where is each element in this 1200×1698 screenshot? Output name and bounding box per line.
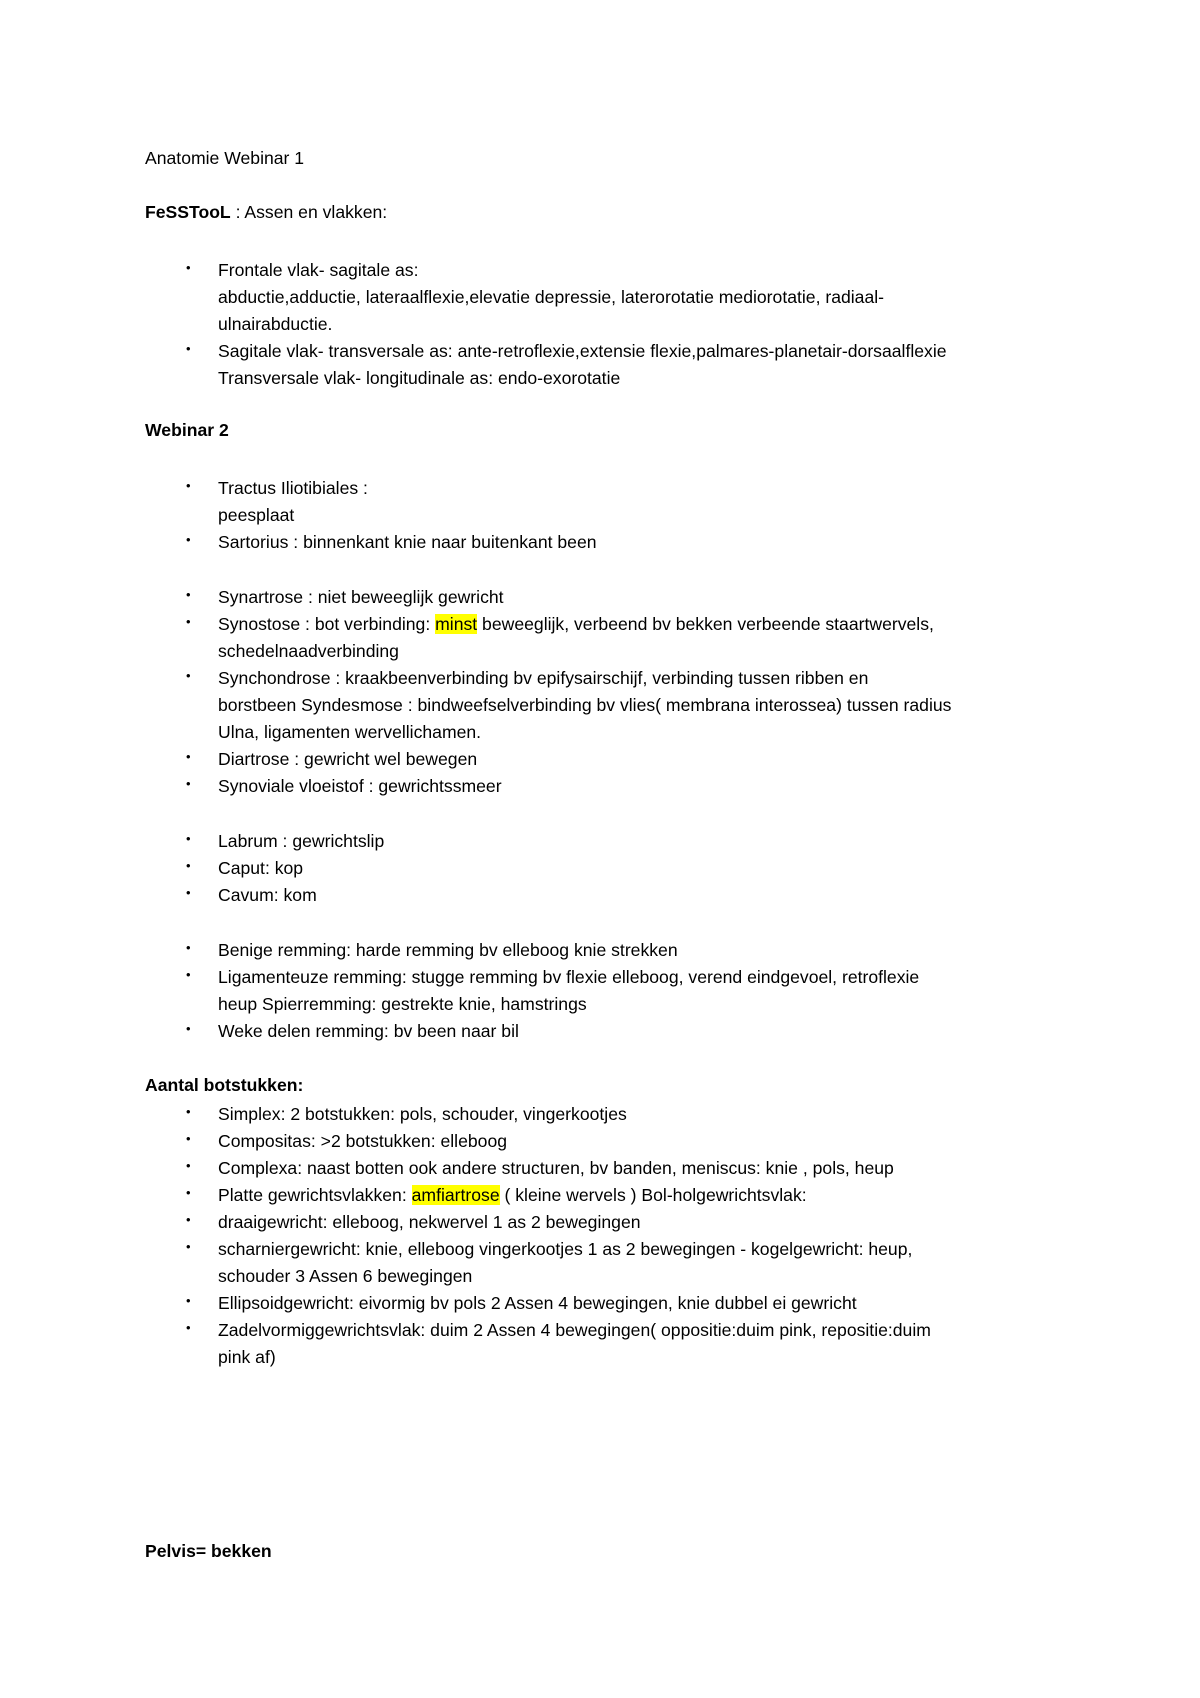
list-item-text: schouder 3 Assen 6 bewegingen — [218, 1266, 473, 1286]
bullet-icon: • — [186, 749, 191, 764]
list-item-text: peesplaat — [218, 505, 295, 525]
list-item-text: Zadelvormiggewrichtsvlak: duim 2 Assen 4 bewegingen( oppositie:duim pink, repositie:duim — [218, 1320, 931, 1340]
list-item-text: Sartorius : binnenkant knie naar buitenkant been — [218, 532, 597, 552]
list-item-text: Diartrose : gewricht wel bewegen — [218, 749, 478, 769]
list-item-text — [218, 1182, 1098, 1209]
bullet-icon: • — [186, 858, 191, 873]
highlighted-text: amfiartrose — [411, 1185, 500, 1205]
text-run: Synostose : bot verbinding: — [218, 614, 436, 634]
list-item-text: Simplex: 2 botstukken: pols, schouder, vingerkootjes — [218, 1104, 627, 1124]
list-item-text: Tractus Iliotibiales : — [218, 478, 368, 498]
bullet-icon: • — [186, 885, 191, 900]
bullet-icon: • — [186, 1021, 191, 1036]
bullet-icon: • — [186, 776, 191, 791]
list-item-text: Weke delen remming: bv been naar bil — [218, 1021, 519, 1041]
bullet-icon: • — [186, 532, 191, 547]
list-item-text: heup Spierremming: gestrekte knie, hamstrings — [218, 994, 587, 1014]
list-item-text: Caput: kop — [218, 858, 304, 878]
webinar2-heading: Webinar 2 — [145, 420, 229, 440]
list-item-text: draaigewricht: elleboog, nekwervel 1 as 2 bewegingen — [218, 1212, 641, 1232]
list-item-text: Complexa: naast botten ook andere structuren, bv banden, meniscus: knie , pols, heup — [218, 1158, 894, 1178]
list-item-text: Transversale vlak- longitudinale as: endo-exorotatie — [218, 368, 621, 388]
list-item-text: Ligamenteuze remming: stugge remming bv flexie elleboog, verend eindgevoel, retroflexie — [218, 967, 920, 987]
list-item-text: Synoviale vloeistof : gewrichtssmeer — [218, 776, 502, 796]
list-item-text: schedelnaadverbinding — [218, 641, 399, 661]
bullet-icon: • — [186, 260, 191, 275]
list-item-text: ulnairabductie. — [218, 314, 333, 334]
bullet-icon: • — [186, 668, 191, 683]
bullet-icon: • — [186, 1131, 191, 1146]
bullet-icon: • — [186, 1239, 191, 1254]
list-item-text: borstbeen Syndesmose : bindweefselverbinding bv vlies( membrana interossea) tussen radius — [218, 695, 952, 715]
list-item-text: Synartrose : niet beweeglijk gewricht — [218, 587, 504, 607]
bullet-icon: • — [186, 940, 191, 955]
list-item-text: Frontale vlak- sagitale as: — [218, 260, 419, 280]
bullet-icon: • — [186, 587, 191, 602]
bullet-icon: • — [186, 478, 191, 493]
list-item-text: Benige remming: harde remming bv elleboog knie strekken — [218, 940, 678, 960]
pelvis-heading: Pelvis= bekken — [145, 1541, 272, 1561]
list-item-text: Ellipsoidgewricht: eivormig bv pols 2 Assen 4 bewegingen, knie dubbel ei gewricht — [218, 1293, 857, 1313]
bullet-icon: • — [186, 967, 191, 982]
bullet-icon: • — [186, 831, 191, 846]
list-item-text: Sagitale vlak- transversale as: ante-retroflexie,extensie flexie,palmares-planetair-dorsaalflexie — [218, 341, 947, 361]
list-item-text: Cavum: kom — [218, 885, 317, 905]
bullet-icon: • — [186, 1293, 191, 1308]
list-item-text — [218, 611, 1098, 638]
text-run: Platte gewrichtsvlakken: — [218, 1185, 412, 1205]
list-item-text: Ulna, ligamenten wervellichamen. — [218, 722, 482, 742]
bullet-icon: • — [186, 1158, 191, 1173]
fesstool-rest: : Assen en vlakken: — [230, 202, 388, 222]
document-title: Anatomie Webinar 1 — [145, 148, 305, 168]
list-item-text: Compositas: >2 botstukken: elleboog — [218, 1131, 508, 1151]
list-item-text: Synchondrose : kraakbeenverbinding bv epifysairschijf, verbinding tussen ribben en — [218, 668, 869, 688]
text-run: beweeglijk, verbeend bv bekken verbeende staartwervels, — [477, 614, 934, 634]
highlighted-text: minst — [435, 614, 478, 634]
bullet-icon: • — [186, 341, 191, 356]
list-item-text: pink af) — [218, 1347, 276, 1367]
bullet-icon: • — [186, 614, 191, 629]
fesstool-label: FeSSTooL — [145, 202, 231, 222]
list-item-text: scharniergewricht: knie, elleboog vingerkootjes 1 as 2 bewegingen - kogelgewricht: heup, — [218, 1239, 913, 1259]
list-item-text: Labrum : gewrichtslip — [218, 831, 385, 851]
fesstool-heading — [145, 201, 387, 223]
bullet-icon: • — [186, 1104, 191, 1119]
text-run: ( kleine wervels ) Bol-holgewrichtsvlak: — [499, 1185, 807, 1205]
aantal-heading: Aantal botstukken: — [145, 1075, 304, 1095]
bullet-icon: • — [186, 1212, 191, 1227]
bullet-icon: • — [186, 1320, 191, 1335]
list-item-text: abductie,adductie, lateraalflexie,elevatie depressie, laterorotatie mediorotatie, radiaal- — [218, 287, 885, 307]
bullet-icon: • — [186, 1185, 191, 1200]
